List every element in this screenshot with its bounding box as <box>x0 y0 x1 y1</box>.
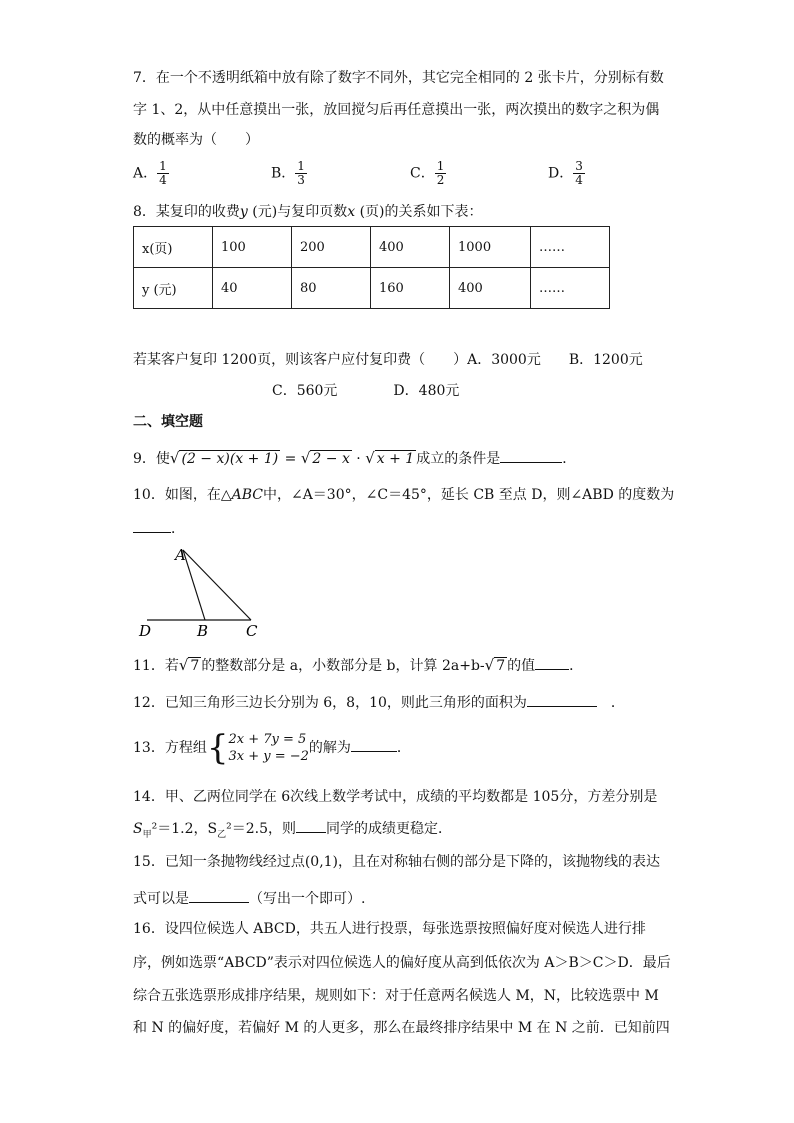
q13: 13．方程组{ 2x + 7y = 5 3x + y = −2 的解为 ． <box>133 728 411 768</box>
answer-blank[interactable] <box>296 818 326 833</box>
q7-option-b: B． $\frac{1}{3}$ <box>271 159 305 187</box>
answer-blank[interactable] <box>133 518 171 533</box>
table-cell: 400 <box>371 227 450 268</box>
q14-line2: $S_甲^2=1.2$，$S_乙^2=2.5$，则 同学的成绩更稳定． <box>133 818 452 845</box>
q7-line2: 字 1、2，从中任意摸出一张，放回搅匀后再任意摸出一张，两次摸出的数字之积为偶 <box>133 102 660 118</box>
label-d: D <box>139 622 152 640</box>
q7-line3: 数的概率为（ ） <box>133 132 259 148</box>
equation-system: { 2x + 7y = 5 3x + y = −2 <box>206 728 309 768</box>
q7-option-a: A． $\frac{1}{4}$ <box>133 159 167 187</box>
q8-question: 若某客户复印 1200页，则该客户应付复印费（ ）A．3000元 B．1200元 <box>133 352 643 368</box>
table-cell: 400 <box>450 268 531 309</box>
q8-options: C．560元 D．480元 <box>272 383 460 399</box>
table-row <box>134 268 610 309</box>
q7-line1: 7．在一个不透明纸箱中放有除了数字不同外，其它完全相同的 2 张卡片，分别标有数 <box>133 70 664 86</box>
table-cell: y (元) <box>134 268 213 309</box>
table-cell: 200 <box>292 227 371 268</box>
table-cell: x(页) <box>134 227 213 268</box>
q16-line3: 综合五张选票形成排序结果，规则如下：对于任意两名候选人 M，N，比较选票中 M <box>133 988 659 1004</box>
q11: 11．若√ 7 的整数部分是 a，小数部分是 b，计算 2a+b-√ 7 的值 ． <box>133 656 584 674</box>
answer-blank[interactable] <box>351 737 397 752</box>
table-row <box>134 227 610 268</box>
q15-line1: 15．已知一条抛物线经过点(0,1)，且在对称轴右侧的部分是下降的，该抛物线的表达 <box>133 854 661 870</box>
label-b: B <box>197 622 209 640</box>
q8-table <box>133 226 610 309</box>
section-heading: 二、填空题 <box>133 414 203 430</box>
table-cell: 1000 <box>450 227 531 268</box>
table-cell: 80 <box>292 268 371 309</box>
q10-line1: 10．如图，在△ABC中，∠A＝30°，∠C＝45°，延长 CB 至点 D，则∠ABD 的度数为 <box>133 487 675 503</box>
triangle-figure <box>135 540 275 640</box>
answer-blank[interactable] <box>189 888 249 903</box>
label-c: C <box>246 622 258 640</box>
answer-blank[interactable] <box>527 692 597 707</box>
q12: 12．已知三角形三边长分别为 6，8，10，则此三角形的面积为 ． <box>133 692 625 713</box>
q7-option-c: C． $\frac{1}{2}$ <box>410 159 445 187</box>
answer-blank[interactable] <box>535 655 569 670</box>
q7-option-d: D． $\frac{3}{4}$ <box>548 159 583 187</box>
q15-line2: 式可以是 （写出一个即可）. <box>133 888 365 909</box>
answer-blank[interactable] <box>500 448 562 463</box>
table-cell: 40 <box>213 268 292 309</box>
table-cell: …… <box>531 227 610 268</box>
label-a: A <box>175 546 186 564</box>
table-cell: …… <box>531 268 610 309</box>
q16-line4: 和 N 的偏好度，若偏好 M 的人更多，那么在最终排序结果中 M 在 N 之前．已知前四 <box>133 1020 670 1036</box>
q9: 9．使√ (2 − x)(x + 1) = √ 2 − x · √ x + 1 成立的条件是 ． <box>133 449 577 467</box>
q16-line1: 16．设四位候选人 ABCD，共五人进行投票，每张选票按照偏好度对候选人进行排 <box>133 921 646 937</box>
q10-line2: ． <box>133 518 185 539</box>
q14-line1: 14．甲、乙两位同学在 6次线上数学考试中，成绩的平均数都是 105分，方差分别是 <box>133 789 658 805</box>
q16-line2: 序，例如选票“ABCD”表示对四位候选人的偏好度从高到低依次为 A＞B＞C＞D．最后 <box>133 955 671 971</box>
segment-ac <box>183 550 251 620</box>
table-cell: 100 <box>213 227 292 268</box>
table-cell: 160 <box>371 268 450 309</box>
q8-stem: 8．某复印的收费y (元)与复印页数x (页)的关系如下表： <box>133 204 483 220</box>
